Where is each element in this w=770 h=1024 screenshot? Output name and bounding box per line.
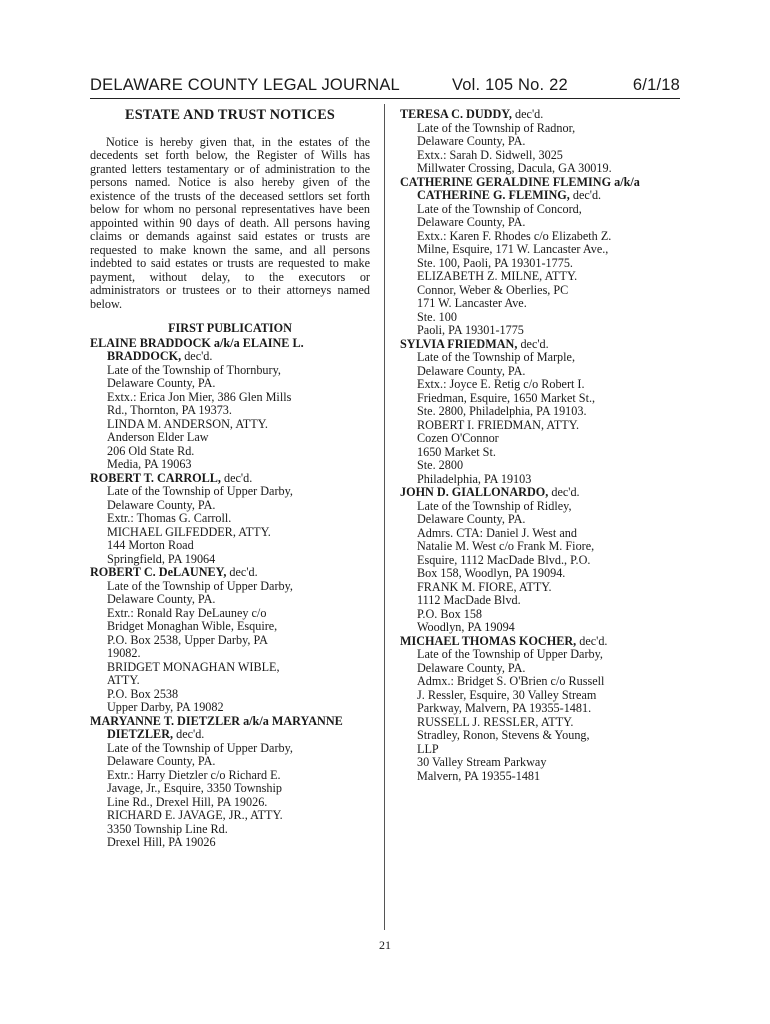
notice-detail-line: 3350 Township Line Rd.: [107, 821, 228, 836]
estate-notice-entry: [400, 176, 682, 338]
notice-detail-line: Ste. 100: [417, 309, 457, 324]
notice-detail-line: 1650 Market St.: [417, 444, 496, 459]
issue-date: 6/1/18: [632, 76, 680, 94]
notice-detail-line: Late of the Township of Upper Darby,: [417, 647, 603, 661]
decedent-suffix: dec'd.: [226, 565, 258, 579]
notice-detail-line: RICHARD E. JAVAGE, JR., ATTY.: [107, 808, 283, 822]
notice-detail-line: Extx.: Erica Jon Mier, 386 Glen Mills: [107, 389, 292, 404]
notice-detail-line: FRANK M. FIORE, ATTY.: [417, 579, 552, 594]
notice-detail-line: Rd., Thornton, PA 19373.: [107, 403, 232, 417]
notice-detail-line: Milne, Esquire, 171 W. Lancaster Ave.,: [417, 242, 609, 256]
decedent-suffix: dec'd.: [569, 188, 602, 202]
left-entries-list: [90, 337, 370, 850]
notice-detail-line: Line Rd., Drexel Hill, PA 19026.: [107, 794, 268, 809]
notice-detail-line: Delaware County, PA.: [417, 134, 526, 148]
notice-detail-line: Admrs. CTA: Daniel J. West and: [417, 525, 577, 540]
estate-notice-entry: [90, 715, 370, 850]
left-column: [90, 106, 370, 850]
decedent-name-bold: JOHN D. GIALLONARDO,: [400, 485, 549, 499]
first-publication-heading: FIRST PUBLICATION: [168, 321, 292, 335]
decedent-name: [400, 176, 682, 203]
notice-detail-line: Bridget Monaghan Wible, Esquire,: [107, 619, 278, 633]
decedent-suffix: dec'd.: [548, 485, 580, 499]
journal-title: DELAWARE COUNTY LEGAL JOURNAL: [90, 76, 400, 94]
notice-detail-line: ELIZABETH Z. MILNE, ATTY.: [417, 269, 578, 283]
notice-detail-line: Late of the Township of Concord,: [417, 201, 582, 216]
notice-detail-line: Esquire, 1112 MacDade Blvd., P.O.: [417, 552, 591, 567]
notice-detail-line: LINDA M. ANDERSON, ATTY.: [107, 416, 268, 431]
decedent-name: [400, 486, 682, 500]
decedent-name: [90, 566, 370, 580]
decedent-name: [400, 108, 682, 122]
notice-detail-line: Extx.: Karen F. Rhodes c/o Elizabeth Z.: [417, 228, 612, 243]
notice-detail-line: Box 158, Woodlyn, PA 19094.: [417, 566, 566, 580]
decedent-name: [400, 338, 682, 352]
notice-detail-line: Javage, Jr., Esquire, 3350 Township: [107, 781, 282, 795]
notice-detail-line: Millwater Crossing, Dacula, GA 30019.: [417, 161, 612, 175]
estate-notice-entry: [400, 635, 682, 784]
notice-detail-line: P.O. Box 2538: [107, 686, 179, 701]
decedent-suffix: dec'd.: [220, 470, 253, 485]
notice-detail-line: Delaware County, PA.: [417, 363, 526, 378]
estate-notice-entry: [90, 337, 370, 472]
notice-detail-line: Natalie M. West c/o Frank M. Fiore,: [417, 539, 595, 553]
notice-detail-line: Woodlyn, PA 19094: [417, 620, 515, 634]
notice-detail-line: 144 Morton Road: [107, 538, 194, 552]
notice-detail-line: RUSSELL J. RESSLER, ATTY.: [417, 714, 574, 729]
estate-notice-entry: [90, 566, 370, 715]
notice-detail-line: Delaware County, PA.: [107, 376, 216, 390]
column-divider: [384, 104, 385, 930]
notice-detail-line: Late of the Township of Thornbury,: [107, 362, 281, 377]
notice-detail-line: P.O. Box 158: [417, 606, 483, 621]
estate-notice-entry: [400, 108, 682, 176]
notice-detail-line: 19082.: [107, 646, 141, 660]
notice-detail-line: Ste. 2800, Philadelphia, PA 19103.: [417, 404, 587, 418]
notice-detail-line: 1112 MacDade Blvd.: [417, 593, 521, 607]
decedent-name-bold: MARYANNE T. DIETZLER a/k/a MARYANNE DIETZLER,: [90, 713, 343, 741]
notice-detail-line: ATTY.: [107, 673, 140, 687]
notice-detail-line: Upper Darby, PA 19082: [107, 700, 224, 714]
notice-detail-line: Connor, Weber & Oberlies, PC: [417, 282, 569, 297]
notice-detail-line: Anderson Elder Law: [107, 430, 209, 444]
notice-detail-line: Philadelphia, PA 19103: [417, 471, 532, 486]
notice-detail-line: 171 W. Lancaster Ave.: [417, 296, 527, 310]
estate-notice-entry: [90, 472, 370, 567]
notice-detail-line: Extr.: Ronald Ray DeLauney c/o: [107, 605, 267, 620]
decedent-name: [400, 635, 682, 649]
intro-paragraph: Notice is hereby given that, in the estates of the decedents set forth below, the Register of Wills has granted letters testamentary or of administration to the persons named. Notice is also hereby given of the existence of the trusts of the deceased settlors set forth below for whom no personal representatives have been appointed within 90 days of death. All persons having claims or demands against said estates or trusts are requested to make known the same, and all persons indebted to said estates or trusts are requested to make payment, without delay, to the executors or administrators or trustees or to their attorneys named below.: [90, 134, 370, 311]
notice-detail-line: MICHAEL GILFEDDER, ATTY.: [107, 524, 271, 539]
notice-detail-line: Delaware County, PA.: [107, 592, 216, 606]
notice-detail-line: Extx.: Sarah D. Sidwell, 3025: [417, 147, 563, 162]
decedent-name-bold: ELAINE BRADDOCK a/k/a ELAINE L. BRADDOCK,: [90, 335, 304, 363]
notice-detail-line: BRIDGET MONAGHAN WIBLE,: [107, 659, 280, 674]
notice-detail-line: Malvern, PA 19355-1481: [417, 768, 541, 783]
notice-detail-line: J. Ressler, Esquire, 30 Valley Stream: [417, 687, 597, 702]
notice-detail-line: Stradley, Ronon, Stevens & Young,: [417, 728, 590, 742]
decedent-name-bold: TERESA C. DUDDY,: [400, 107, 512, 121]
notice-detail-line: Late of the Township of Ridley,: [417, 498, 572, 513]
notice-detail-line: 206 Old State Rd.: [107, 443, 195, 458]
estate-notice-entry: [400, 486, 682, 635]
notice-detail-line: Drexel Hill, PA 19026: [107, 835, 216, 849]
notice-detail-line: Delaware County, PA.: [417, 512, 526, 526]
notice-detail-line: Delaware County, PA.: [417, 215, 526, 229]
notice-detail-line: Friedman, Esquire, 1650 Market St.,: [417, 390, 596, 405]
running-header: [90, 74, 680, 99]
notice-detail-line: Admx.: Bridget S. O'Brien c/o Russell: [417, 674, 605, 688]
notice-detail-line: 30 Valley Stream Parkway: [417, 755, 547, 769]
notice-detail-line: ROBERT I. FRIEDMAN, ATTY.: [417, 417, 580, 432]
notice-detail-line: Late of the Township of Marple,: [417, 350, 575, 364]
notice-detail-line: Media, PA 19063: [107, 457, 192, 471]
decedent-suffix: dec'd.: [181, 349, 213, 363]
decedent-suffix: dec'd.: [517, 336, 549, 351]
notice-detail-line: Extx.: Joyce E. Retig c/o Robert I.: [417, 377, 585, 391]
notice-detail-line: P.O. Box 2538, Upper Darby, PA: [107, 632, 268, 647]
right-column: [400, 108, 682, 783]
decedent-name-bold: ROBERT T. CARROLL,: [90, 470, 221, 485]
volume-number: Vol. 105 No. 22: [452, 76, 568, 94]
notice-detail-line: Ste. 100, Paoli, PA 19301-1775.: [417, 255, 573, 270]
decedent-suffix: dec'd.: [576, 633, 608, 648]
notice-detail-line: Late of the Township of Upper Darby,: [107, 484, 293, 498]
notice-detail-line: Late of the Township of Upper Darby,: [107, 740, 293, 755]
decedent-name: [90, 472, 370, 486]
notice-detail-line: Delaware County, PA.: [107, 497, 216, 512]
notice-detail-line: Late of the Township of Upper Darby,: [107, 578, 293, 593]
notice-detail-line: Delaware County, PA.: [107, 754, 216, 768]
notice-detail-line: LLP: [417, 741, 439, 756]
notice-detail-line: Parkway, Malvern, PA 19355-1481.: [417, 701, 592, 715]
decedent-name: [90, 715, 370, 742]
decedent-name-bold: MICHAEL THOMAS KOCHER,: [400, 633, 577, 648]
page-number: 21: [379, 938, 391, 952]
notice-detail-line: Late of the Township of Radnor,: [417, 120, 576, 135]
notice-detail-line: Paoli, PA 19301-1775: [417, 323, 524, 337]
decedent-name-bold: ROBERT C. DeLAUNEY,: [90, 565, 227, 579]
notice-detail-line: Cozen O'Connor: [417, 431, 499, 445]
decedent-name-bold: SYLVIA FRIEDMAN,: [400, 336, 518, 351]
section-title: ESTATE AND TRUST NOTICES: [125, 107, 335, 123]
notice-detail-line: Extr.: Harry Dietzler c/o Richard E.: [107, 767, 281, 782]
right-entries-list: [400, 108, 682, 783]
decedent-name-bold: CATHERINE GERALDINE FLEMING a/k/a CATHERINE G. FLEMING,: [400, 174, 640, 202]
decedent-suffix: dec'd.: [173, 727, 205, 741]
notice-detail-line: Springfield, PA 19064: [107, 551, 216, 566]
decedent-name: [90, 337, 370, 364]
decedent-suffix: dec'd.: [511, 107, 544, 121]
notice-detail-line: Delaware County, PA.: [417, 660, 526, 675]
estate-notice-entry: [400, 338, 682, 487]
notice-detail-line: Extr.: Thomas G. Carroll.: [107, 511, 232, 525]
notice-detail-line: Ste. 2800: [417, 458, 464, 472]
